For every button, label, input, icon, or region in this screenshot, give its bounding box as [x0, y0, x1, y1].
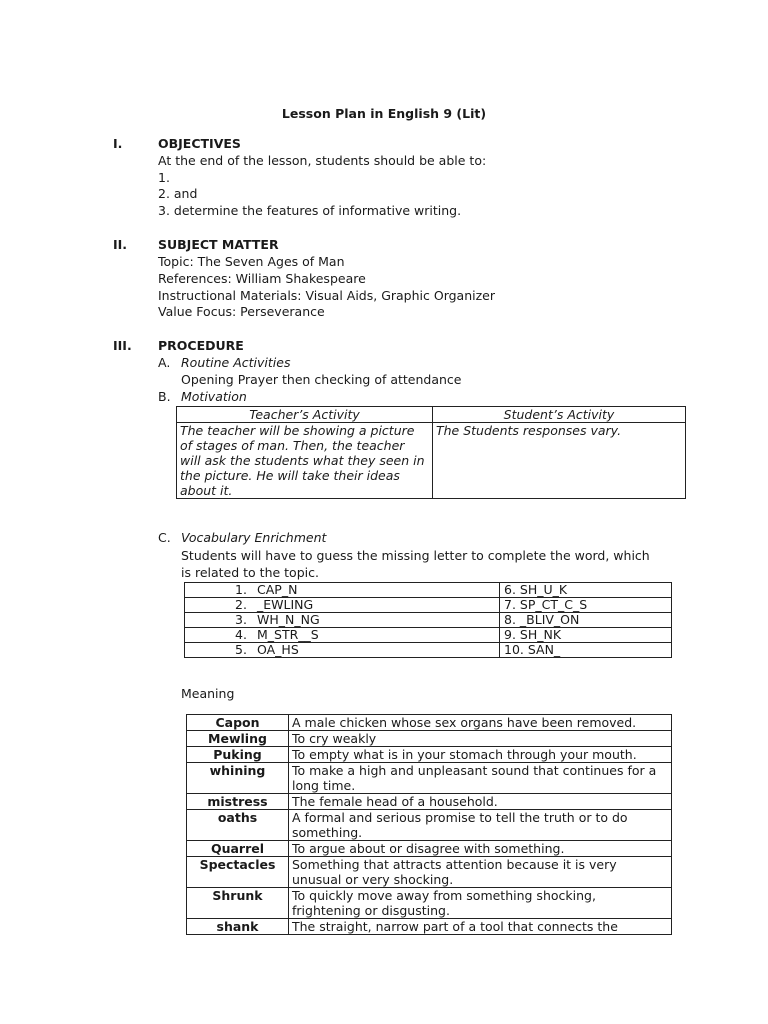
subject-matter-numeral: II. [113, 237, 128, 252]
table-row [187, 715, 672, 731]
motivation-table [176, 406, 686, 499]
vocab-word: CAP_N [257, 582, 298, 597]
procedure-numeral: III. [113, 338, 132, 353]
vocab-left-cell [185, 628, 500, 643]
vocab-right-cell: 6. SH_U_K [500, 583, 672, 598]
procedure-c-letter: C. [158, 530, 171, 545]
meaning-definition: Something that attracts attention because it is very unusual or very shocking. [289, 857, 672, 888]
vocab-right-cell: 7. SP_CT_C_S [500, 598, 672, 613]
routine-activities-title: Routine Activities [181, 355, 291, 370]
table-row [187, 747, 672, 763]
objective-item-3: 3. determine the features of informative writing. [158, 203, 462, 218]
table-row [185, 598, 672, 613]
table-row [187, 794, 672, 810]
vocabulary-enrichment-title: Vocabulary Enrichment [181, 530, 327, 545]
meaning-definition: To empty what is in your stomach through your mouth. [289, 747, 672, 763]
vocab-number: 5. [235, 642, 247, 657]
meaning-term: oaths [187, 810, 289, 841]
teacher-activity-header: Teacher’s Activity [177, 407, 433, 423]
vocab-word: M_STR__S [257, 627, 319, 642]
meaning-term: Shrunk [187, 888, 289, 919]
vocab-left-cell [185, 583, 500, 598]
motivation-title: Motivation [181, 389, 247, 404]
subject-matter-heading: SUBJECT MATTER [158, 237, 279, 252]
table-row [187, 857, 672, 888]
vocab-word: OA_HS [257, 642, 299, 657]
vocab-number: 4. [235, 627, 247, 642]
table-row [187, 731, 672, 747]
meaning-term: shank [187, 919, 289, 935]
meaning-term: Quarrel [187, 841, 289, 857]
vocab-right-cell: 10. SAN_ [500, 643, 672, 658]
subject-materials: Instructional Materials: Visual Aids, Graphic Organizer [158, 288, 495, 303]
table-row [185, 613, 672, 628]
student-activity-header: Student’s Activity [433, 407, 686, 423]
objective-item-1: 1. [158, 170, 170, 185]
objectives-heading: OBJECTIVES [158, 136, 241, 151]
meaning-definition: The straight, narrow part of a tool that connects the [289, 919, 672, 935]
procedure-b-letter: B. [158, 389, 171, 404]
student-activity-cell: The Students responses vary. [433, 423, 686, 499]
meaning-definition: To make a high and unpleasant sound that continues for a long time. [289, 763, 672, 794]
procedure-heading: PROCEDURE [158, 338, 244, 353]
subject-value-focus: Value Focus: Perseverance [158, 304, 325, 319]
meaning-term: Spectacles [187, 857, 289, 888]
vocab-left-cell [185, 643, 500, 658]
meaning-definition: A male chicken whose sex organs have been removed. [289, 715, 672, 731]
vocabulary-instructions-line-1: Students will have to guess the missing letter to complete the word, which [181, 548, 650, 563]
meaning-label: Meaning [181, 686, 235, 701]
table-row [187, 888, 672, 919]
routine-activities-text: Opening Prayer then checking of attendance [181, 372, 462, 387]
vocab-left-cell [185, 598, 500, 613]
table-row [187, 841, 672, 857]
meaning-term: mistress [187, 794, 289, 810]
objectives-numeral: I. [113, 136, 123, 151]
meaning-term: Puking [187, 747, 289, 763]
vocab-number: 3. [235, 612, 247, 627]
subject-topic: Topic: The Seven Ages of Man [158, 254, 345, 269]
meaning-definition: To argue about or disagree with something. [289, 841, 672, 857]
vocab-word: WH_N_NG [257, 612, 320, 627]
table-row [185, 628, 672, 643]
table-row [185, 583, 672, 598]
page-title: Lesson Plan in English 9 (Lit) [281, 106, 487, 121]
meaning-table [186, 714, 672, 935]
objectives-intro: At the end of the lesson, students should be able to: [158, 153, 487, 168]
vocabulary-table [184, 582, 672, 658]
table-row [187, 810, 672, 841]
vocab-number: 2. [235, 597, 247, 612]
vocabulary-instructions-line-2: is related to the topic. [181, 565, 319, 580]
meaning-term: whining [187, 763, 289, 794]
teacher-activity-cell: The teacher will be showing a picture of stages of man. Then, the teacher will ask the students what they seen in the picture. He will take their ideas about it. [177, 423, 433, 499]
meaning-definition: To cry weakly [289, 731, 672, 747]
table-row [185, 643, 672, 658]
table-row [187, 919, 672, 935]
vocab-right-cell: 9. SH_NK [500, 628, 672, 643]
meaning-term: Mewling [187, 731, 289, 747]
objective-item-2: 2. and [158, 186, 198, 201]
vocab-number: 1. [235, 582, 247, 597]
vocab-left-cell [185, 613, 500, 628]
vocab-right-cell: 8. _BLIV_ON [500, 613, 672, 628]
table-row [187, 763, 672, 794]
meaning-term: Capon [187, 715, 289, 731]
procedure-a-letter: A. [158, 355, 171, 370]
subject-references: References: William Shakespeare [158, 271, 366, 286]
meaning-definition: To quickly move away from something shocking, frightening or disgusting. [289, 888, 672, 919]
vocab-word: _EWLING [257, 597, 314, 612]
meaning-definition: The female head of a household. [289, 794, 672, 810]
meaning-definition: A formal and serious promise to tell the truth or to do something. [289, 810, 672, 841]
